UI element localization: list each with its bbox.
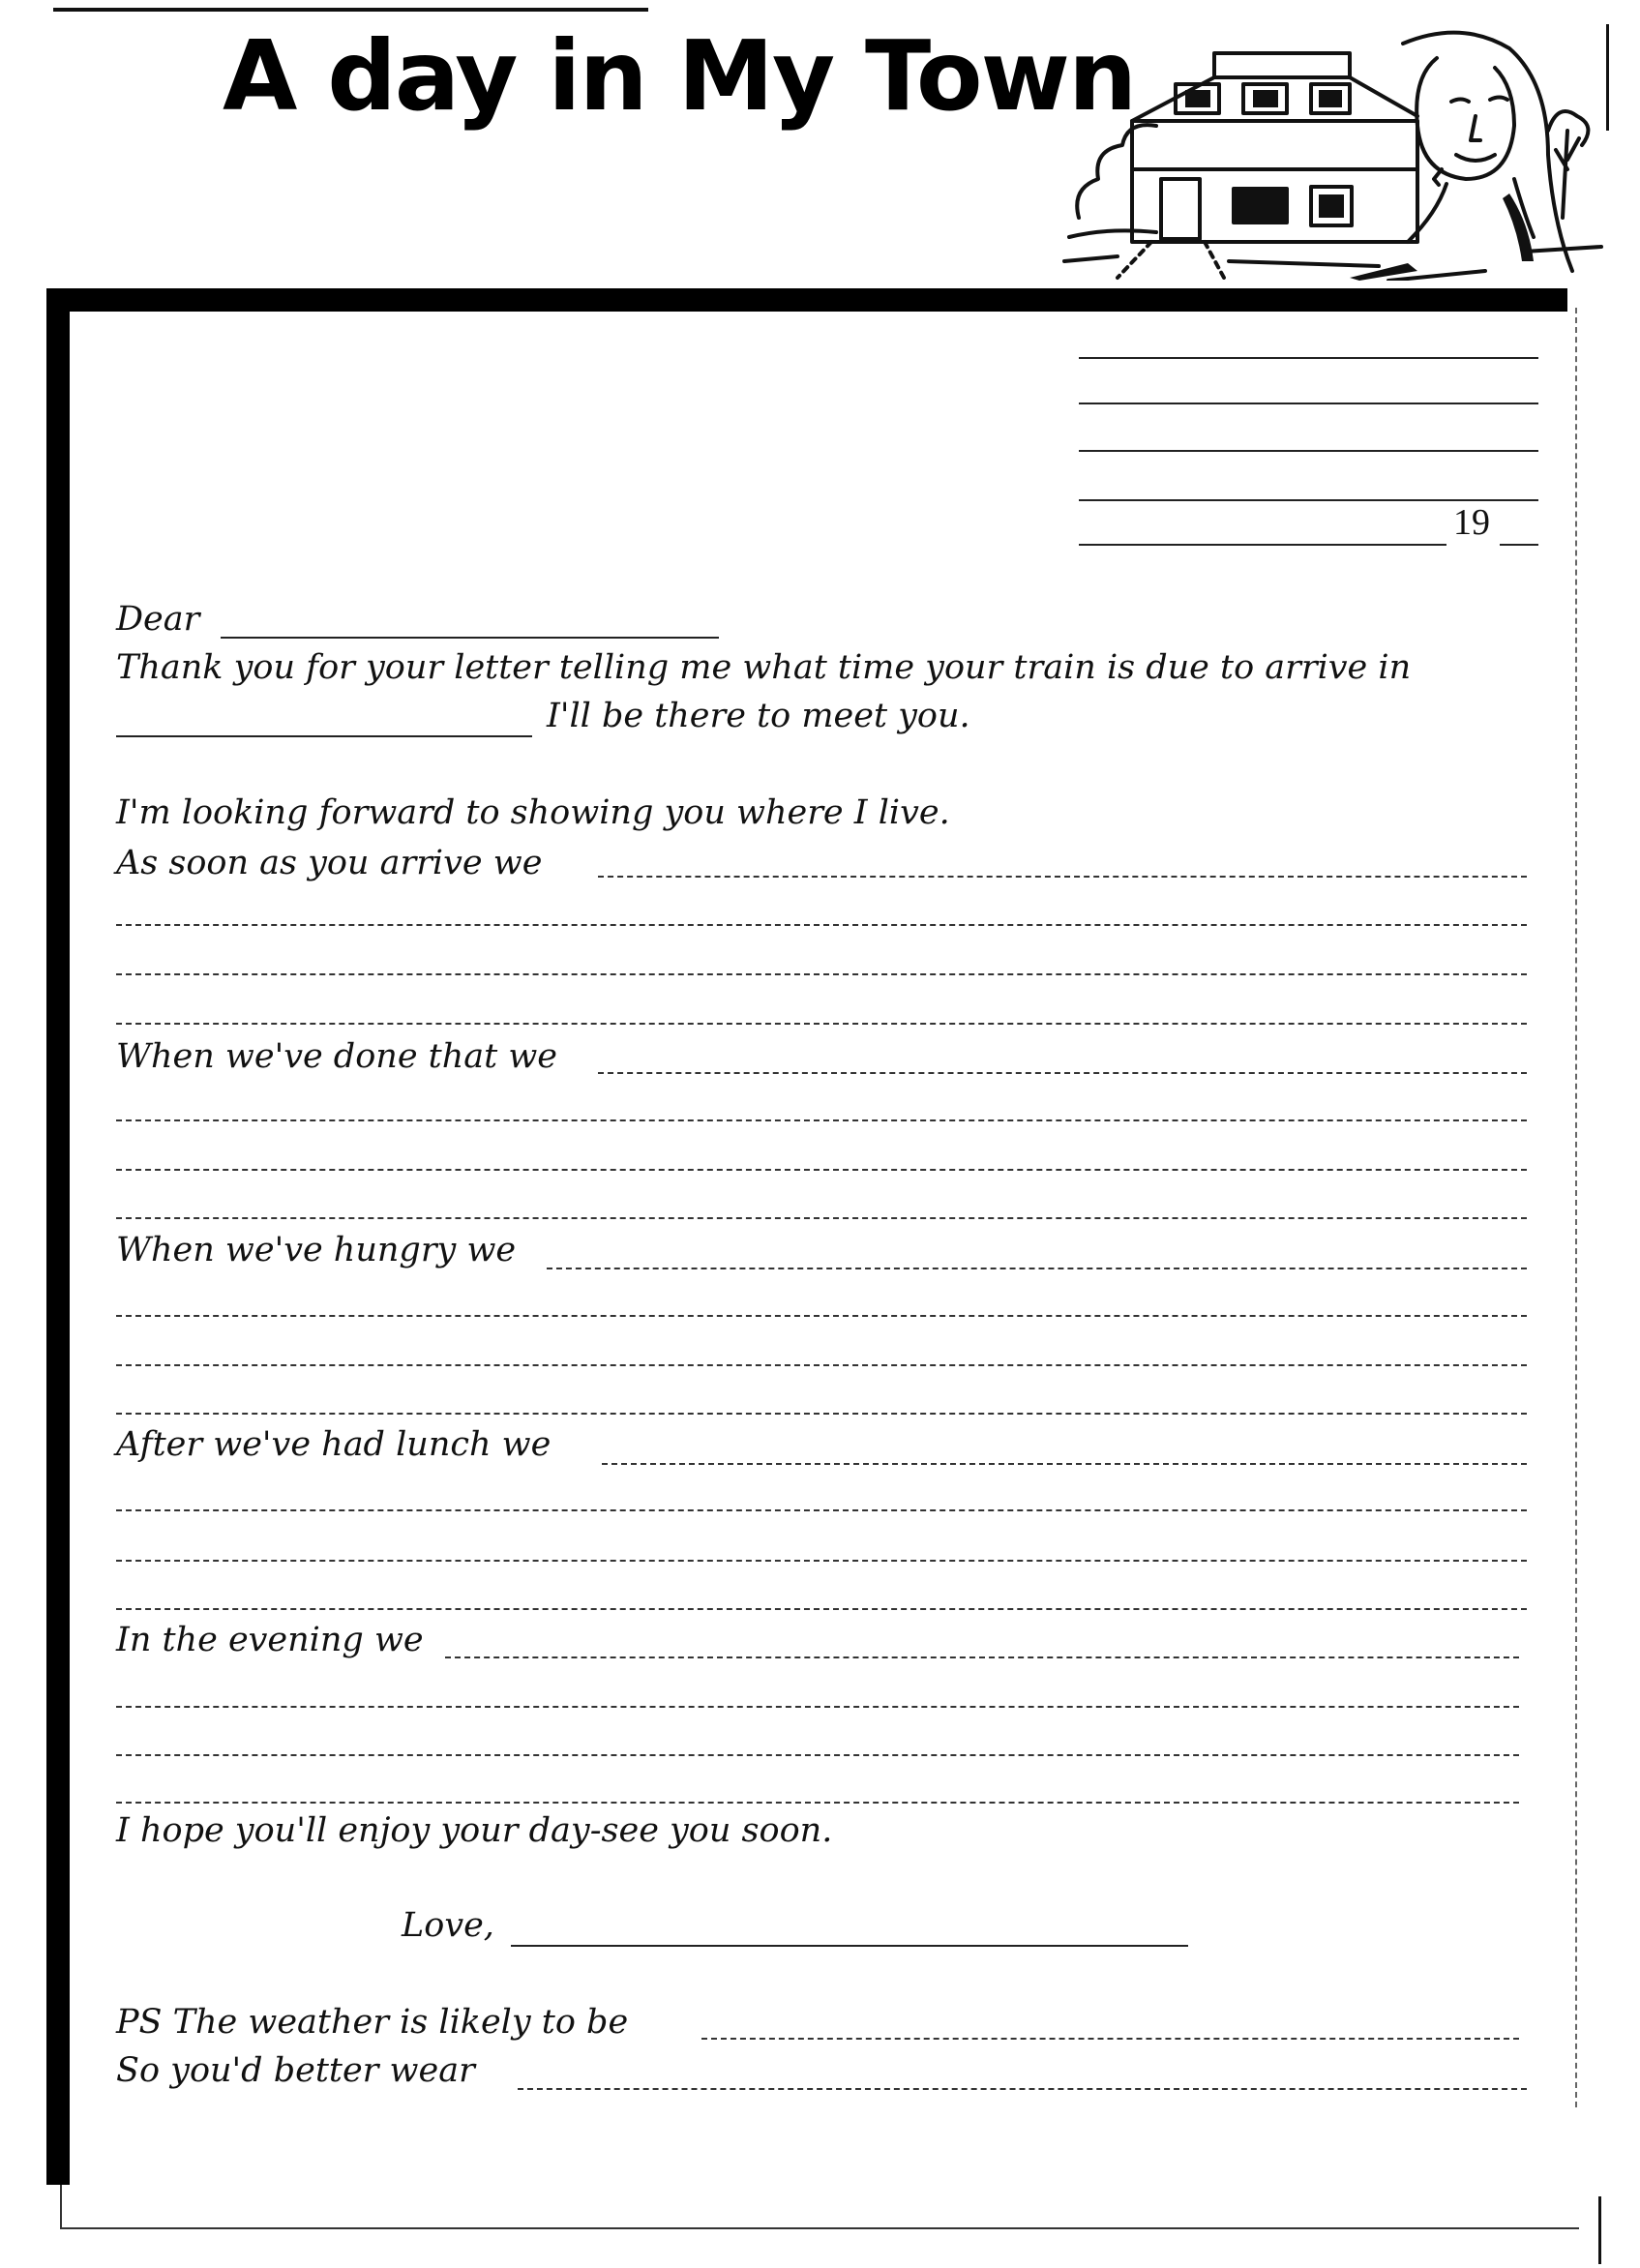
answer-line[interactable] xyxy=(445,1656,1519,1658)
ps-wear: So you'd better wear xyxy=(116,2051,475,2090)
address-line-3[interactable] xyxy=(1079,450,1538,452)
letter-frame-top xyxy=(48,288,1567,312)
letter-frame-bottom xyxy=(60,2227,1579,2229)
greeting: Dear xyxy=(116,600,200,639)
letter-frame-corner xyxy=(60,2185,62,2229)
answer-line[interactable] xyxy=(116,1608,1527,1610)
edge-mark xyxy=(1598,2196,1601,2264)
address-line-2[interactable] xyxy=(1079,403,1538,404)
answer-line[interactable] xyxy=(598,1072,1527,1074)
letter-line-3: I'm looking forward to showing you where I live. xyxy=(116,793,950,832)
date-day-blank[interactable] xyxy=(1079,544,1446,546)
answer-line[interactable] xyxy=(116,1217,1527,1219)
answer-line[interactable] xyxy=(116,1119,1527,1121)
answer-line[interactable] xyxy=(116,1023,1527,1025)
answer-line[interactable] xyxy=(116,1315,1527,1317)
greeting-name-blank[interactable] xyxy=(221,637,719,639)
answer-line[interactable] xyxy=(116,1754,1519,1756)
answer-line[interactable] xyxy=(116,1509,1527,1511)
answer-line[interactable] xyxy=(116,1802,1519,1804)
letter-line-1: Thank you for your letter telling me what time your train is due to arrive in xyxy=(116,648,1412,687)
top-rule xyxy=(53,8,648,12)
ps-weather: PS The weather is likely to be xyxy=(116,2003,629,2042)
answer-line[interactable] xyxy=(116,1706,1519,1708)
wear-blank[interactable] xyxy=(518,2088,1527,2090)
date-year-blank[interactable] xyxy=(1500,544,1538,546)
letter-frame-left xyxy=(46,288,70,2185)
page-title: A day in My Town xyxy=(223,19,1136,133)
answer-line[interactable] xyxy=(116,1413,1527,1415)
prompt-evening: In the evening we xyxy=(116,1621,424,1659)
answer-line[interactable] xyxy=(116,1169,1527,1171)
letter-frame-right xyxy=(1575,308,1579,2107)
weather-blank[interactable] xyxy=(701,2038,1519,2040)
closing-hope: I hope you'll enjoy your day-see you soon. xyxy=(116,1811,833,1850)
answer-line[interactable] xyxy=(116,924,1527,926)
answer-line[interactable] xyxy=(116,1560,1527,1562)
prompt-lunch: After we've had lunch we xyxy=(116,1425,552,1464)
answer-line[interactable] xyxy=(116,1364,1527,1366)
answer-line[interactable] xyxy=(116,973,1527,975)
house-and-woman-illustration xyxy=(1059,24,1606,281)
arrival-place-blank[interactable] xyxy=(116,735,532,737)
answer-line[interactable] xyxy=(598,876,1527,878)
signature-blank[interactable] xyxy=(511,1945,1188,1947)
edge-mark xyxy=(1606,24,1609,131)
letter-line-2: I'll be there to meet you. xyxy=(547,697,970,735)
answer-line[interactable] xyxy=(547,1268,1527,1269)
closing-love: Love, xyxy=(402,1906,494,1945)
prompt-hungry: When we've hungry we xyxy=(116,1231,517,1269)
answer-line[interactable] xyxy=(602,1463,1527,1465)
address-line-1[interactable] xyxy=(1079,357,1538,359)
prompt-arrive: As soon as you arrive we xyxy=(116,844,543,882)
date-year-prefix: 19 xyxy=(1453,502,1490,543)
prompt-done: When we've done that we xyxy=(116,1037,557,1076)
